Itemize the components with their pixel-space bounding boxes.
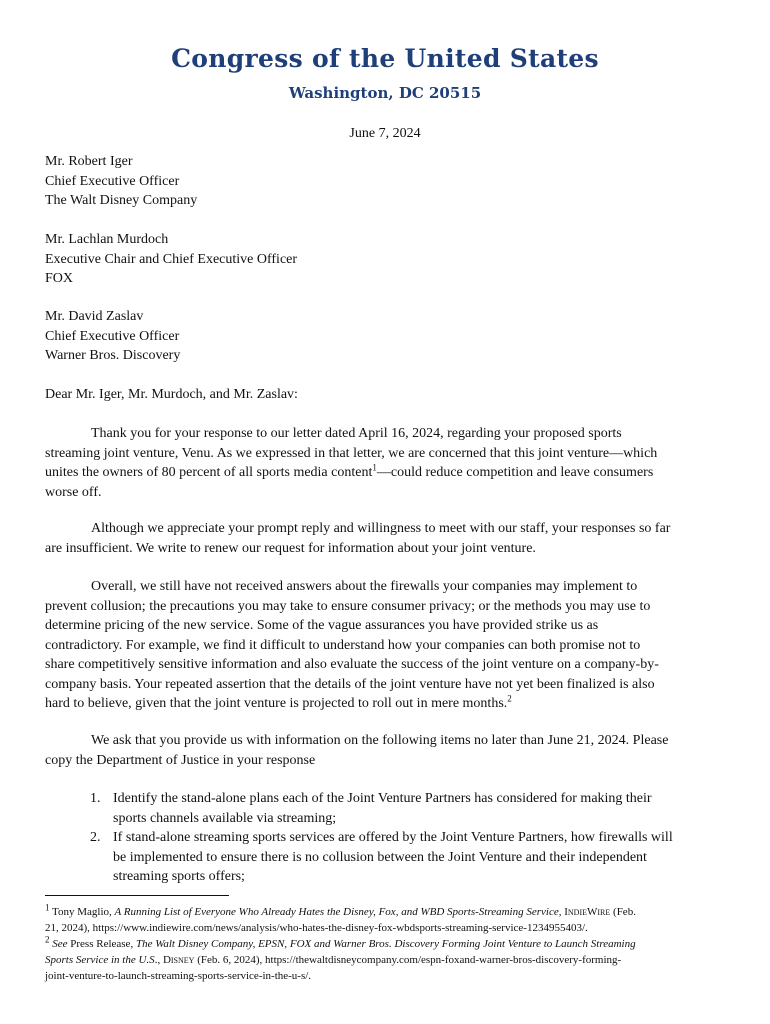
footnote-title: The Walt Disney Company, EPSN, FOX and Warner Bros. Discovery Forming Joint Venture to Launch Streaming [135, 938, 636, 950]
recipient-name: Mr. Lachlan Murdoch [45, 232, 169, 247]
footnote-text: ., [154, 954, 163, 966]
text-line: company basis. Your repeated assertion that the details of the joint venture have not yet been finalized is also [45, 676, 655, 692]
text-line: streaming sports offers; [113, 869, 245, 884]
footnotes [45, 904, 735, 984]
footnote-signal: See [49, 938, 68, 950]
footnote-ref-1[interactable]: 1 [372, 462, 377, 473]
footnote-mark: 1 [45, 902, 50, 913]
recipient-company: The Walt Disney Company [45, 193, 198, 208]
text-line: copy the Department of Justice in your response [45, 752, 316, 768]
footnote-title: Sports Service in the U.S [45, 954, 155, 966]
letterhead-address: Washington, DC 20515 [288, 84, 482, 102]
list-number: 1. [90, 791, 101, 806]
text-line: We ask that you provide us with information on the following items no later than June 21, 2024. Please [91, 733, 669, 748]
text-line: Although we appreciate your prompt reply and willingness to meet with our staff, your responses so far [91, 521, 671, 536]
text-segment: —could reduce competition and leave consumers [376, 465, 654, 480]
recipient-iger [45, 152, 197, 211]
recipient-murdoch [45, 230, 297, 289]
footnote-publication: IndieWire [564, 906, 611, 918]
paragraph-4 [45, 731, 730, 770]
text-line: are insufficient. We write to renew our request for information about your joint venture. [45, 540, 536, 556]
footnote-publication: Disney [162, 954, 195, 966]
recipient-company: Warner Bros. Discovery [45, 348, 181, 363]
footnote-mark: 2 [45, 934, 50, 945]
request-list [90, 789, 730, 887]
paragraph-1 [45, 424, 730, 502]
footnote-2 [45, 936, 735, 952]
text-segment: unites the owners of 80 percent of all sports media content [45, 465, 373, 480]
recipient-company: FOX [45, 271, 74, 286]
salutation: Dear Mr. Iger, Mr. Murdoch, and Mr. Zaslav: [45, 387, 298, 402]
footnote-title: A Running List of Everyone Who Already Hates the Disney, Fox, and WBD Sports-Streaming Service, [114, 906, 562, 918]
recipient-name: Mr. Robert Iger [45, 154, 133, 169]
recipient-title: Chief Executive Officer [45, 328, 180, 344]
recipient-title: Chief Executive Officer [45, 173, 180, 189]
footnote-text: Press Release, [67, 938, 136, 950]
text-line: prevent collusion; the precautions you may take to ensure consumer privacy; or the methods you may use to [45, 598, 651, 614]
text-line: Identify the stand-alone plans each of the Joint Venture Partners has considered for making their [113, 791, 652, 806]
recipient-name: Mr. David Zaslav [45, 309, 144, 324]
text-line: worse off. [45, 484, 102, 500]
text-line [45, 463, 730, 483]
text-line: sports channels available via streaming; [113, 810, 337, 826]
footnote-link[interactable]: (Feb. 6, 2024), https://thewaltdisneycompany.com/espn-foxand-warner-bros-discovery-forming- [194, 954, 622, 966]
recipient-zaslav [45, 307, 180, 366]
recipient-title: Executive Chair and Chief Executive Officer [45, 251, 298, 267]
list-number: 2. [90, 830, 101, 845]
footnote-link[interactable]: 21, 2024), https://www.indiewire.com/news/analysis/who-hates-the-disney-fox-wbdsports-streaming-service-1234955403/. [45, 922, 588, 934]
text-line: share competitively sensitive information and also evaluate the success of the joint venture on a company-by- [45, 657, 659, 672]
letterhead-title: Congress of the United States [171, 44, 599, 73]
footnote-1 [45, 904, 735, 920]
list-item [90, 828, 730, 887]
text-line: Thank you for your response to our letter dated April 16, 2024, regarding your proposed sports [91, 426, 622, 441]
paragraph-3 [45, 577, 730, 714]
text-line: determine pricing of the new service. Some of the vague assurances you have provided strike us as [45, 618, 599, 633]
paragraph-2 [45, 519, 730, 558]
text-line: Overall, we still have not received answers about the firewalls your companies may implement to [91, 579, 638, 594]
text-segment: hard to believe, given that the joint venture is projected to roll out in mere months. [45, 696, 508, 711]
text-line: contradictory. For example, we find it difficult to understand how your companies can both promise not to [45, 637, 641, 653]
footnote-2-cont [45, 952, 735, 968]
letter-date: June 7, 2024 [349, 126, 421, 141]
text-line: be implemented to ensure there is no collusion between the Joint Venture and their independent [113, 849, 647, 865]
footnote-link[interactable]: joint-venture-to-launch-streaming-sports-service-in-the-u-s/. [45, 970, 312, 982]
list-item [90, 789, 730, 828]
text-line [45, 694, 730, 714]
text-line: streaming joint venture, Venu. As we expressed in that letter, we are concerned that this joint venture—which [45, 445, 658, 461]
text-line: If stand-alone streaming sports services are offered by the Joint Venture Partners, how firewalls will [113, 830, 673, 845]
footnote-text: (Feb. [610, 906, 636, 918]
footnote-divider [45, 895, 229, 896]
footnote-text: Tony Maglio, [49, 906, 115, 918]
footnote-ref-2[interactable]: 2 [507, 693, 512, 704]
